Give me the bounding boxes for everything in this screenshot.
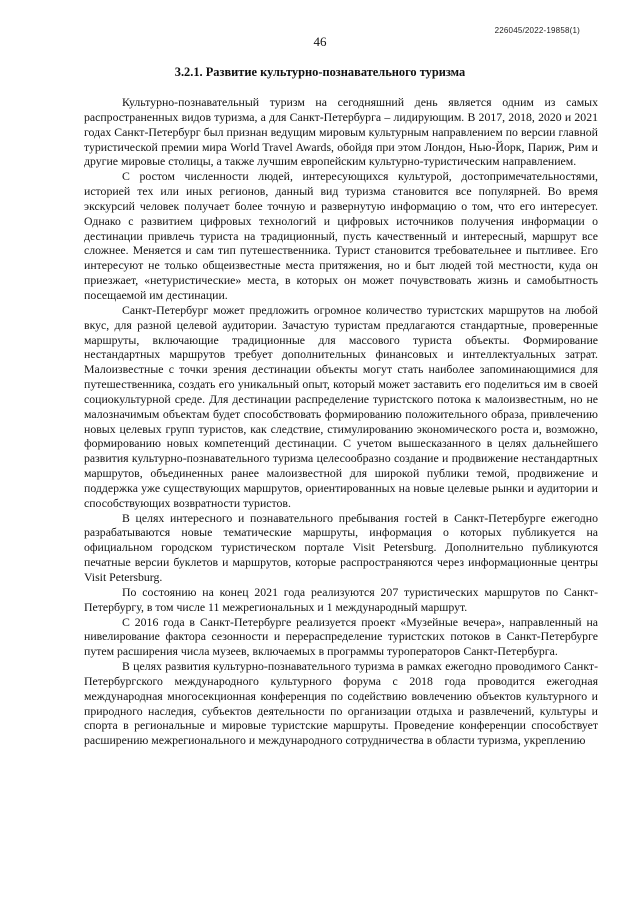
paragraph: С ростом численности людей, интересующихся культурой, достопримечательностями, историей тех или иных регионов, данный вид туризма становится все популярней. Во время экскурсий человек получает более точную и развернутую информацию о том, что его интересует. Однако с развитием цифровых технологий и цифровых источников получения информации о дестинации привлечь туриста на традиционный, пусть качественный и интересный, маршрут все сложнее. Меняется и сам тип путешественника. Турист становится требовательнее и пытливее. Его интересуют не только общеизвестные места притяжения, но и быт людей той местности, куда он приезжает, «нетуристические» места, в которых он может почувствовать жизнь и самобытность посещаемой им дестинации.: [84, 169, 598, 302]
paragraph: В целях интересного и познавательного пребывания гостей в Санкт-Петербурге ежегодно разрабатываются новые тематические маршруты, информация о которых публикуется на официальном городском туристическом портале Visit Petersburg. Дополнительно публикуются печатные версии буклетов и маршрутов, которые распространяются через информационные центры Visit Petersburg.: [84, 510, 598, 584]
paragraph: По состоянию на конец 2021 года реализуются 207 туристических маршрутов по Санкт-Петербургу, в том числе 11 межрегиональных и 1 международный маршрут.: [84, 584, 598, 614]
body-text: [84, 95, 598, 748]
paragraph: С 2016 года в Санкт-Петербурге реализуется проект «Музейные вечера», направленный на нивелирование фактора сезонности и перераспределение туристских потоков в Санкт-Петербурге путем расширения числа музеев, включаемых в программы туроператоров Санкт-Петербурга.: [84, 614, 598, 659]
paragraph: Санкт-Петербург может предложить огромное количество туристских маршрутов на любой вкус, для разной целевой аудитории. Зачастую туристам предлагаются стандартные, проверенные маршруты, включающие традиционные для массового туриста объекты. Формирование нестандартных маршрутов требует дополнительных финансовых и интеллектуальных затрат. Малоизвестные с точки зрения дестинации объекты могут стать наиболее запоминающимися для путешественника, создать его уникальный опыт, который может заставить его поделиться им в своей социокультурной среде. Для дестинации распределение туристского потока к малоизвестным, но не малозначимым объектам будет способствовать формированию положительного образа, привлечению новых целевых групп туристов, как следствие, стимулированию экономического роста и, возможно, формированию новых компетенций дестинации. С учетом вышесказанного в целях дальнейшего развития культурно-познавательного туризма целесообразно создание и продвижение нестандартных маршрутов, объединенных ранее малоизвестной для широкой публики темой, продвижение и поддержка уже существующих маршрутов, ориентированных на новые целевые рынки и аудитории и способствующих возвратности туристов.: [84, 302, 598, 510]
paragraph: Культурно-познавательный туризм на сегодняшний день является одним из самых распространенных видов туризма, а для Санкт-Петербурга – лидирующим. В 2017, 2018, 2020 и 2021 годах Санкт-Петербург был признан ведущим мировым культурным направлением по версии главной туристической премии мира World Travel Awards, обойдя при этом Лондон, Нью-Йорк, Париж, Рим и другие мировые столицы, а также лучшим европейским культурно-туристическим направлением.: [84, 95, 598, 169]
section-heading: 3.2.1. Развитие культурно-познавательного туризма: [174, 65, 466, 79]
page-number: 46: [313, 34, 327, 49]
document-id: 226045/2022-19858(1): [494, 26, 580, 35]
paragraph: В целях развития культурно-познавательного туризма в рамках ежегодно проводимого Санкт-Петербургского международного культурного форума с 2018 года проводится ежегодная международная многосекционная конференция по содействию вовлечению объектов культурного и природного наследия, субъектов деятельности по организации отдыха и развлечений, культуры и спорта в региональные и мировые туристские маршруты. Проведение конференции способствует расширению межрегионального и международного сотрудничества в области туризма, укреплению: [84, 659, 598, 748]
